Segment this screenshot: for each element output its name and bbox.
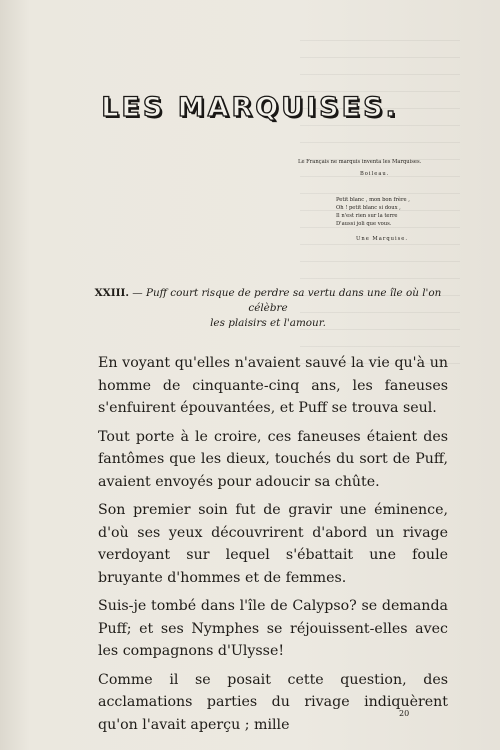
chapter-heading-line2: les plaisirs et l'amour. [210, 317, 326, 329]
paragraph: En voyant qu'elles n'avaient sauvé la vie qu'à un homme de cinquante-cinq ans, les faneuses s'enfuirent épouvantées, et Puff se trouva seul. [98, 355, 448, 416]
body-text [98, 352, 448, 742]
page-title: LES MARQUISES. [101, 92, 399, 123]
paragraph: Tout porte à le croire, ces faneuses étaient des fantômes que les dieux, touchés du sort de Puff, avaient envoyés pour adoucir sa chûte. [98, 428, 448, 490]
paragraph: Son premier soin fut de gravir une éminence, d'où ses yeux découvrirent d'abord un rivage verdoyant sur lequel s'ébattait une foule bruyante d'hommes et de femmes. [98, 502, 448, 586]
paragraph: Suis-je tombé dans l'île de Calypso? se demanda Puff; et ses Nymphes se réjouissent-elles avec les compagnons d'Ulysse! [98, 598, 448, 659]
chapter-heading [78, 286, 458, 331]
poem-line: D'aussi joli que vous. [336, 221, 392, 227]
paragraph: Comme il se posait cette question, des acclamations parties du rivage indiquèrent qu'on l'avait aperçu ; mille [98, 671, 448, 733]
chapter-number: XXIII. [94, 287, 129, 299]
poem-author: Une Marquise. [356, 236, 409, 242]
poem-line: Oh ! petit blanc si doux , [336, 205, 401, 211]
page-number: 20 [399, 709, 410, 718]
epigraph-poem [336, 196, 410, 228]
poem-line: Il n'est rien sur la terre [336, 213, 398, 219]
epigraph-quote: Le Français ne marquis inventa les Marquises. [298, 159, 422, 165]
epigraph-author: Boileau. [360, 171, 390, 177]
poem-line: Petit blanc , mon bon frère , [336, 197, 410, 203]
chapter-heading-line1: — Puff court risque de perdre sa vertu dans une île où l'on célèbre [132, 287, 442, 314]
